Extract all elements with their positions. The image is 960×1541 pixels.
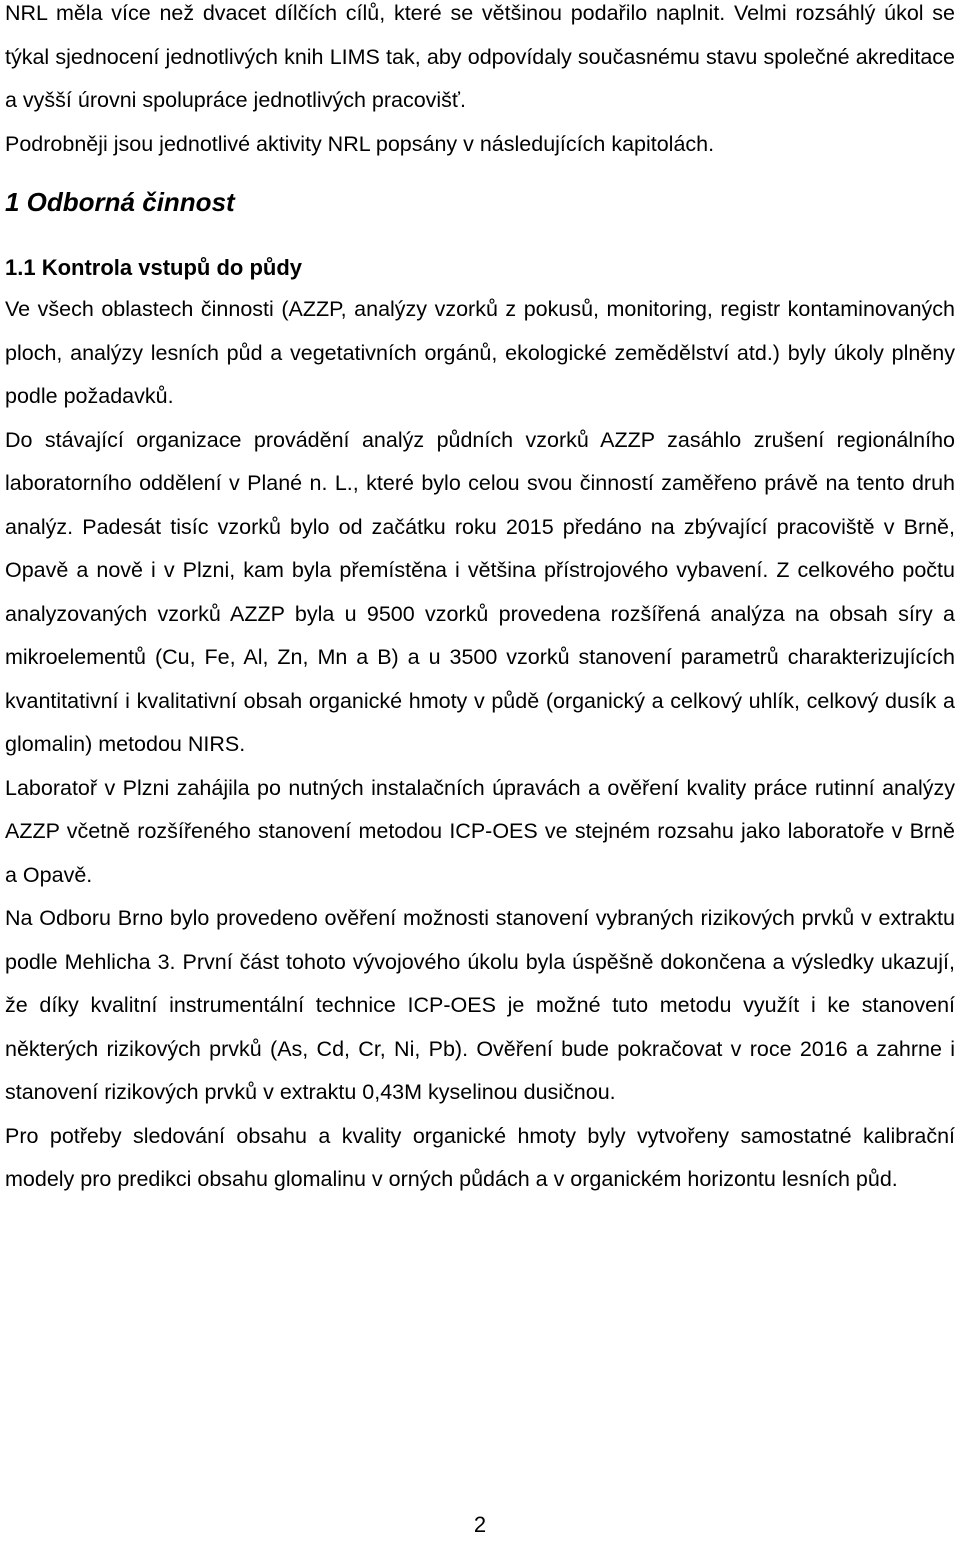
document-page	[5, 0, 955, 1202]
paragraph-body-tasks: Ve všech oblastech činnosti (AZZP, analýzy vzorků z pokusů, monitoring, registr kontaminovaných ploch, analýzy lesních půd a vegetativních orgánů, ekologické zemědělství atd.) byly úkoly plněny podle požadavků.	[5, 297, 955, 408]
paragraph-intro-summary: NRL měla více než dvacet dílčích cílů, které se většinou podařilo naplnit. Velmi rozsáhlý úkol se týkal sjednocení jednotlivých knih LIMS tak, aby odpovídaly současnému stavu společné akreditace a vyšší úrovni spolupráce jednotlivých pracovišť.	[5, 1, 955, 112]
paragraph-intro-reference: Podrobněji jsou jednotlivé aktivity NRL popsány v následujících kapitolách.	[5, 131, 715, 156]
paragraph-body-plzen-lab: Laboratoř v Plzni zahájila po nutných instalačních úpravách a ověření kvality práce rutinní analýzy AZZP včetně rozšířeného stanovení metodou ICP-OES ve stejném rozsahu jako laboratoře v Brně a Opavě.	[5, 775, 955, 887]
section-heading: 1 Odborná činnost	[5, 187, 235, 217]
paragraph-body-calibration-models: Pro potřeby sledování obsahu a kvality organické hmoty byly vytvořeny samostatné kalibrační modely pro predikci obsahu glomalinu v orných půdách a v organickém horizontu lesních půd.	[5, 1123, 955, 1191]
paragraph-body-organization: Do stávající organizace provádění analýz půdních vzorků AZZP zasáhlo zrušení regionálního laboratorního oddělení v Plané n. L., které bylo celou svou činností zaměřeno právě na tento druh analýz. Padesát tisíc vzorků bylo od začátku roku 2015 předáno na zbývající pracoviště v Brně, Opavě a nově i v Plzni, kam byla přemístěna i většina přístrojového vybavení. Z celkového počtu analyzovaných vzorků AZZP byla u 9500 vzorků provedena rozšířená analýza na obsah síry a mikroelementů (Cu, Fe, Al, Zn, Mn a B) a u 3500 vzorků stanovení parametrů charakterizujících kvantitativní i kvalitativní obsah organické hmoty v půdě (organický a celkový uhlík, celkový dusík a glomalin) metodou NIRS.	[5, 427, 955, 756]
subsection-heading: 1.1 Kontrola vstupů do půdy	[5, 255, 303, 280]
paragraph-body-brno-verification: Na Odboru Brno bylo provedeno ověření možnosti stanovení vybraných rizikových prvků v extraktu podle Mehlicha 3. První část tohoto vývojového úkolu byla úspěšně dokončena a výsledky ukazují, že díky kvalitní instrumentální technice ICP-OES je možné tuto metodu využít i ke stanovení některých rizikových prvků (As, Cd, Cr, Ni, Pb). Ověření bude pokračovat v roce 2016 a zahrne i stanovení rizikových prvků v extraktu 0,43M kyselinou dusičnou.	[5, 906, 955, 1104]
page-number: 2	[473, 1512, 487, 1537]
